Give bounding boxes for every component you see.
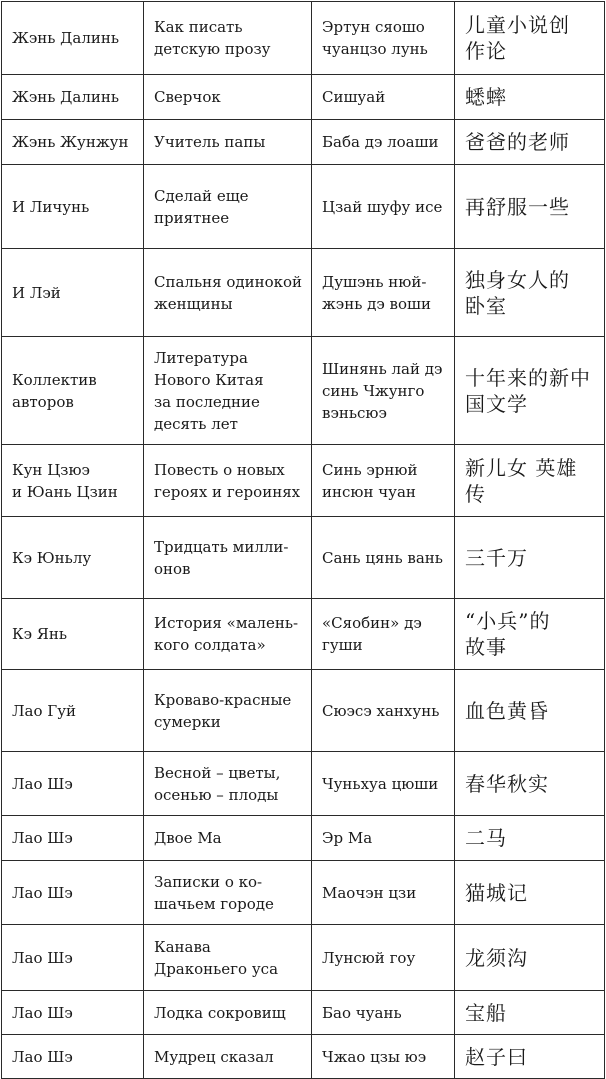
table-row (2, 165, 605, 249)
chinese-title-cell: 三千万 (455, 517, 605, 599)
works-table (1, 1, 605, 1079)
chinese-title-cell: 龙须沟 (455, 925, 605, 991)
russian-title-cell: Кроваво-красные сумерки (144, 670, 312, 752)
author-cell: Кэ Юньлу (2, 517, 144, 599)
chinese-title-cell: 血色黄昏 (455, 670, 605, 752)
chinese-title-cell: 新儿女 英雄 传 (455, 445, 605, 517)
chinese-title-cell: 独身女人的 卧室 (455, 249, 605, 337)
table-row (2, 816, 605, 861)
author-cell: Лао Шэ (2, 861, 144, 925)
table-row (2, 445, 605, 517)
transliteration-cell: Лунсюй гоу (312, 925, 455, 991)
transliteration-cell: Эртун сяошо чуанцзо лунь (312, 2, 455, 75)
transliteration-cell: Сишуай (312, 75, 455, 120)
chinese-title-cell: “小兵”的 故事 (455, 599, 605, 670)
russian-title-cell: Повесть о новых героях и героинях (144, 445, 312, 517)
transliteration-cell: Душэнь нюй- жэнь дэ воши (312, 249, 455, 337)
russian-title-cell: Канава Драконьего уса (144, 925, 312, 991)
author-cell: Лао Шэ (2, 991, 144, 1035)
russian-title-cell: Мудрец сказал (144, 1035, 312, 1079)
transliteration-cell: Бао чуань (312, 991, 455, 1035)
author-cell: Лао Гуй (2, 670, 144, 752)
transliteration-cell: Баба дэ лоаши (312, 120, 455, 165)
table-row (2, 337, 605, 445)
chinese-title-cell: 爸爸的老师 (455, 120, 605, 165)
transliteration-cell: Цзай шуфу исе (312, 165, 455, 249)
russian-title-cell: Записки о ко- шачьем городе (144, 861, 312, 925)
russian-title-cell: Учитель папы (144, 120, 312, 165)
chinese-title-cell: 宝船 (455, 991, 605, 1035)
author-cell: Лао Шэ (2, 752, 144, 816)
author-cell: Лао Шэ (2, 925, 144, 991)
chinese-title-cell: 春华秋实 (455, 752, 605, 816)
russian-title-cell: Сверчок (144, 75, 312, 120)
author-cell: И Лэй (2, 249, 144, 337)
chinese-title-cell: 赵子曰 (455, 1035, 605, 1079)
russian-title-cell: История «малень- кого солдата» (144, 599, 312, 670)
author-cell: Жэнь Далинь (2, 2, 144, 75)
table-row (2, 249, 605, 337)
transliteration-cell: Чжао цзы юэ (312, 1035, 455, 1079)
author-cell: Кун Цзюэ и Юань Цзин (2, 445, 144, 517)
transliteration-cell: Сюэсэ ханхунь (312, 670, 455, 752)
transliteration-cell: Синь эрнюй инсюн чуан (312, 445, 455, 517)
table-row (2, 925, 605, 991)
russian-title-cell: Как писать детскую прозу (144, 2, 312, 75)
transliteration-cell: Маочэн цзи (312, 861, 455, 925)
author-cell: Жэнь Жунжун (2, 120, 144, 165)
table-row (2, 75, 605, 120)
transliteration-cell: Сань цянь вань (312, 517, 455, 599)
table-row (2, 120, 605, 165)
russian-title-cell: Литература Нового Китая за последние десять лет (144, 337, 312, 445)
chinese-title-cell: 十年来的新中 国文学 (455, 337, 605, 445)
russian-title-cell: Весной – цветы, осенью – плоды (144, 752, 312, 816)
author-cell: Коллектив авторов (2, 337, 144, 445)
transliteration-cell: Чуньхуа цюши (312, 752, 455, 816)
table-row (2, 2, 605, 75)
author-cell: Лао Шэ (2, 816, 144, 861)
author-cell: Лао Шэ (2, 1035, 144, 1079)
table-row (2, 599, 605, 670)
transliteration-cell: Шинянь лай дэ синь Чжунго вэньсюэ (312, 337, 455, 445)
chinese-title-cell: 二马 (455, 816, 605, 861)
russian-title-cell: Лодка сокровищ (144, 991, 312, 1035)
transliteration-cell: «Сяобин» дэ гуши (312, 599, 455, 670)
chinese-title-cell: 儿童小说创 作论 (455, 2, 605, 75)
chinese-title-cell: 再舒服一些 (455, 165, 605, 249)
author-cell: Жэнь Далинь (2, 75, 144, 120)
table-row (2, 670, 605, 752)
table-row (2, 752, 605, 816)
table-row (2, 517, 605, 599)
author-cell: Кэ Янь (2, 599, 144, 670)
chinese-title-cell: 蟋蟀 (455, 75, 605, 120)
russian-title-cell: Сделай еще приятнее (144, 165, 312, 249)
table-row (2, 861, 605, 925)
chinese-title-cell: 猫城记 (455, 861, 605, 925)
author-cell: И Личунь (2, 165, 144, 249)
russian-title-cell: Спальня одинокой женщины (144, 249, 312, 337)
russian-title-cell: Тридцать милли- онов (144, 517, 312, 599)
table-row (2, 1035, 605, 1079)
transliteration-cell: Эр Ма (312, 816, 455, 861)
table-row (2, 991, 605, 1035)
russian-title-cell: Двое Ма (144, 816, 312, 861)
